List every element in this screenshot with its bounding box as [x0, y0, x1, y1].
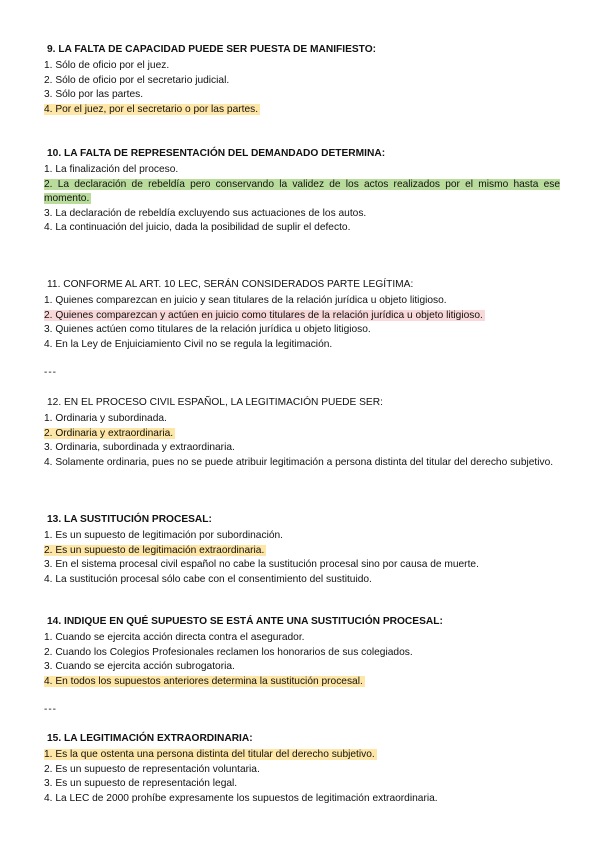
question-14-option-1: 1. Cuando se ejercita acción directa contra el asegurador. — [44, 632, 305, 643]
question-14-option-3: 3. Cuando se ejercita acción subrogatoria. — [44, 661, 235, 672]
question-11-option-4: 4. En la Ley de Enjuiciamiento Civil no se regula la legitimación. — [44, 338, 333, 350]
question-15 — [44, 732, 560, 806]
question-10 — [44, 147, 560, 236]
question-10-option-1: 1. La finalización del proceso. — [44, 164, 179, 175]
question-12-option-3: 3. Ordinaria, subordinada y extraordinaria. — [44, 442, 235, 453]
question-14-title: 14. INDIQUE EN QUÉ SUPUESTO SE ESTÁ ANTE UNA SUSTITUCIÓN PROCESAL: — [47, 616, 443, 627]
question-9-option-1: 1. Sólo de oficio por el juez. — [44, 60, 170, 71]
question-10-title: 10. LA FALTA DE REPRESENTACIÓN DEL DEMANDADO DETERMINA: — [47, 148, 386, 159]
question-13-option-3: 3. En el sistema procesal civil español no cabe la sustitución procesal sino por causa de muerte. — [44, 559, 479, 570]
question-15-option-3: 3. Es un supuesto de representación legal. — [44, 778, 238, 789]
question-14-option-2: 2. Cuando los Colegios Profesionales reclamen los honorarios de sus colegiados. — [44, 646, 413, 658]
question-12-option-2-highlighted: 2. Ordinaria y extraordinaria. — [44, 427, 174, 439]
question-13 — [44, 513, 560, 587]
question-14 — [44, 615, 560, 689]
question-13-title: 13. LA SUSTITUCIÓN PROCESAL: — [47, 514, 212, 525]
question-12-title: 12. EN EL PROCESO CIVIL ESPAÑOL, LA LEGITIMACIÓN PUEDE SER: — [47, 397, 383, 408]
question-9 — [44, 43, 560, 117]
question-12 — [44, 396, 560, 470]
question-12-option-4: 4. Solamente ordinaria, pues no se puede atribuir legitimación a persona distinta del titular del derecho subjetivo. — [44, 456, 554, 468]
question-15-option-1-highlighted: 1. Es la que ostenta una persona distinta del titular del derecho subjetivo. — [44, 749, 375, 760]
question-11-option-1: 1. Quienes comparezcan en juicio y sean titulares de la relación jurídica u objeto litigioso. — [44, 295, 447, 306]
question-15-option-4: 4. La LEC de 2000 prohíbe expresamente los supuestos de legitimación extraordinaria. — [44, 792, 438, 804]
question-9-title: 9. LA FALTA DE CAPACIDAD PUEDE SER PUESTA DE MANIFIESTO: — [47, 44, 377, 55]
question-12-option-1: 1. Ordinaria y subordinada. — [44, 413, 167, 424]
question-9-option-2: 2. Sólo de oficio por el secretario judicial. — [44, 74, 230, 86]
question-13-option-2-highlighted: 2. Es un supuesto de legitimación extraordinaria. — [44, 544, 265, 556]
question-11 — [44, 278, 560, 352]
question-11-option-2-highlighted: 2. Quienes comparezcan y actúen en juicio como titulares de la relación jurídica u objeto litigioso. — [44, 309, 483, 321]
question-13-option-1: 1. Es un supuesto de legitimación por subordinación. — [44, 530, 283, 541]
separator-2: --- — [44, 704, 57, 715]
question-9-option-3: 3. Sólo por las partes. — [44, 89, 144, 100]
question-10-option-3: 3. La declaración de rebeldía excluyendo sus actuaciones de los autos. — [44, 207, 367, 219]
question-15-title: 15. LA LEGITIMACIÓN EXTRAORDINARIA: — [47, 733, 253, 744]
question-9-option-4-highlighted: 4. Por el juez, por el secretario o por las partes. — [44, 103, 259, 115]
question-14-option-4-highlighted: 4. En todos los supuestos anteriores determina la sustitución procesal. — [44, 675, 363, 687]
question-11-title: 11. CONFORME AL ART. 10 LEC, SERÁN CONSIDERADOS PARTE LEGÍTIMA: — [47, 279, 414, 290]
question-15-option-2: 2. Es un supuesto de representación voluntaria. — [44, 763, 260, 775]
question-10-option-2-highlighted: 2. La declaración de rebeldía pero conservando la validez de los actos realizados por el mismo hasta ese momento. — [44, 178, 560, 204]
question-11-option-3: 3. Quienes actúen como titulares de la relación jurídica u objeto litigioso. — [44, 324, 371, 335]
question-13-option-4: 4. La sustitución procesal sólo cabe con el consentimiento del sustituido. — [44, 573, 372, 585]
separator-1: --- — [44, 367, 57, 378]
question-10-option-4: 4. La continuación del juicio, dada la posibilidad de suplir el defecto. — [44, 222, 351, 233]
